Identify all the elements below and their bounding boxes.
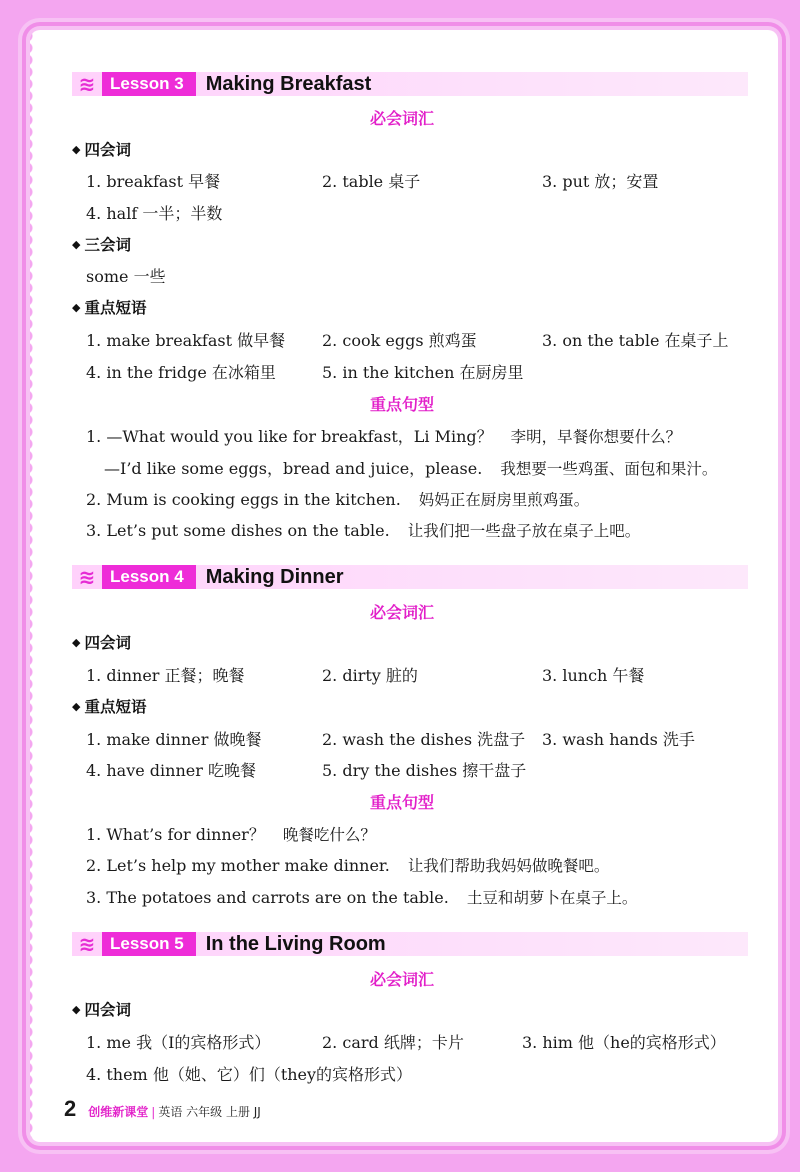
lesson-tag: Lesson 5 xyxy=(102,932,196,956)
category-label: ◆ 四会词 xyxy=(72,634,131,652)
footer-divider: | xyxy=(151,1105,156,1119)
vocab-row xyxy=(52,1062,752,1086)
lesson-header xyxy=(72,72,748,96)
phrase-item: 4. have dinner 吃晚餐 xyxy=(86,761,256,780)
vocab-item: some 一些 xyxy=(86,267,166,286)
phrase-item: 2. wash the dishes 洗盘子 xyxy=(322,730,526,749)
category-label: ◆ 四会词 xyxy=(72,1001,131,1019)
lesson-tag: Lesson 4 xyxy=(102,565,196,589)
category-label: ◆ 三会词 xyxy=(72,236,131,254)
vocab-row xyxy=(52,1030,752,1054)
lesson-title: In the Living Room xyxy=(205,932,386,955)
section-heading: 必会词汇 xyxy=(369,109,434,128)
vocab-item: 3. him 他（he的宾格形式） xyxy=(522,1033,726,1052)
sentence: —I’d like some eggs，bread and juice，please. 我想要一些鸡蛋、面包和果汁。 xyxy=(104,459,718,478)
lesson-title: Making Dinner xyxy=(205,565,344,588)
waves-icon: ≋ xyxy=(78,932,96,956)
vocab-item: 4. half 一半；半数 xyxy=(86,204,223,223)
sentence: 3. The potatoes and carrots are on the table. 土豆和胡萝卜在桌子上。 xyxy=(86,888,638,907)
sentence: 2. Let’s help my mother make dinner. 让我们帮助我妈妈做晚餐吧。 xyxy=(86,856,610,875)
book-info: 英语 六年级 上册 JJ xyxy=(158,1105,261,1119)
sentence: 1. What’s for dinner？ 晚餐吃什么？ xyxy=(86,825,376,844)
page-number: 2 xyxy=(64,1096,77,1121)
sentence: 3. Let’s put some dishes on the table. 让我们把一些盘子放在桌子上吧。 xyxy=(86,521,641,540)
vocab-item: 3. lunch 午餐 xyxy=(542,666,645,685)
phrase-row xyxy=(52,328,752,352)
section-heading: 必会词汇 xyxy=(369,970,434,989)
vocab-item: 1. me 我（I的宾格形式） xyxy=(86,1033,271,1052)
waves-icon: ≋ xyxy=(78,565,96,589)
phrase-item: 3. on the table 在桌子上 xyxy=(542,331,729,350)
vocab-item: 4. them 他（她、它）们（they的宾格形式） xyxy=(86,1065,413,1084)
vocab-item: 1. dinner 正餐；晚餐 xyxy=(86,666,245,685)
diamond-icon: ◆ xyxy=(72,238,81,251)
section-heading: 重点句型 xyxy=(369,793,434,812)
vocab-item: 2. dirty 脏的 xyxy=(322,666,418,685)
vocab-item: 3. put 放；安置 xyxy=(542,172,659,191)
diamond-icon: ◆ xyxy=(72,636,81,649)
phrase-item: 1. make breakfast 做早餐 xyxy=(86,331,286,350)
vocab-item: 2. card 纸牌；卡片 xyxy=(322,1033,464,1052)
page-footer xyxy=(64,1096,261,1122)
sentence: 2. Mum is cooking eggs in the kitchen. 妈妈正在厨房里煎鸡蛋。 xyxy=(86,490,590,509)
sentence: 1. —What would you like for breakfast，Li Ming？ 李明，早餐你想要什么？ xyxy=(86,427,682,446)
category-label: ◆ 重点短语 xyxy=(72,698,147,716)
vocab-item: 1. breakfast 早餐 xyxy=(86,172,221,191)
phrase-row xyxy=(52,727,752,751)
diamond-icon: ◆ xyxy=(72,143,81,156)
lesson-header xyxy=(72,565,748,589)
phrase-row xyxy=(52,758,752,782)
lesson-header xyxy=(72,932,748,956)
phrase-item: 2. cook eggs 煎鸡蛋 xyxy=(322,331,477,350)
diamond-icon: ◆ xyxy=(72,1003,81,1016)
phrase-item: 4. in the fridge 在冰箱里 xyxy=(86,363,276,382)
vocab-item: 2. table 桌子 xyxy=(322,172,421,191)
section-heading: 必会词汇 xyxy=(369,603,434,622)
phrase-item: 1. make dinner 做晚餐 xyxy=(86,730,262,749)
category-label: ◆ 四会词 xyxy=(72,141,131,159)
phrase-item: 5. in the kitchen 在厨房里 xyxy=(322,363,524,382)
lesson-tag: Lesson 3 xyxy=(102,72,196,96)
phrase-row xyxy=(52,360,752,384)
phrase-item: 3. wash hands 洗手 xyxy=(542,730,695,749)
vocab-row xyxy=(52,264,752,288)
section-heading: 重点句型 xyxy=(369,395,434,414)
vocab-row xyxy=(52,663,752,687)
vocab-row xyxy=(52,201,752,225)
phrase-item: 5. dry the dishes 擦干盘子 xyxy=(322,761,527,780)
page-content xyxy=(52,60,752,1140)
vocab-row xyxy=(52,169,752,193)
lesson-title: Making Breakfast xyxy=(205,72,372,95)
waves-icon: ≋ xyxy=(78,72,96,96)
category-label: ◆ 重点短语 xyxy=(72,299,147,317)
diamond-icon: ◆ xyxy=(72,301,81,314)
brand-name: 创维新课堂 xyxy=(88,1105,149,1119)
diamond-icon: ◆ xyxy=(72,700,81,713)
